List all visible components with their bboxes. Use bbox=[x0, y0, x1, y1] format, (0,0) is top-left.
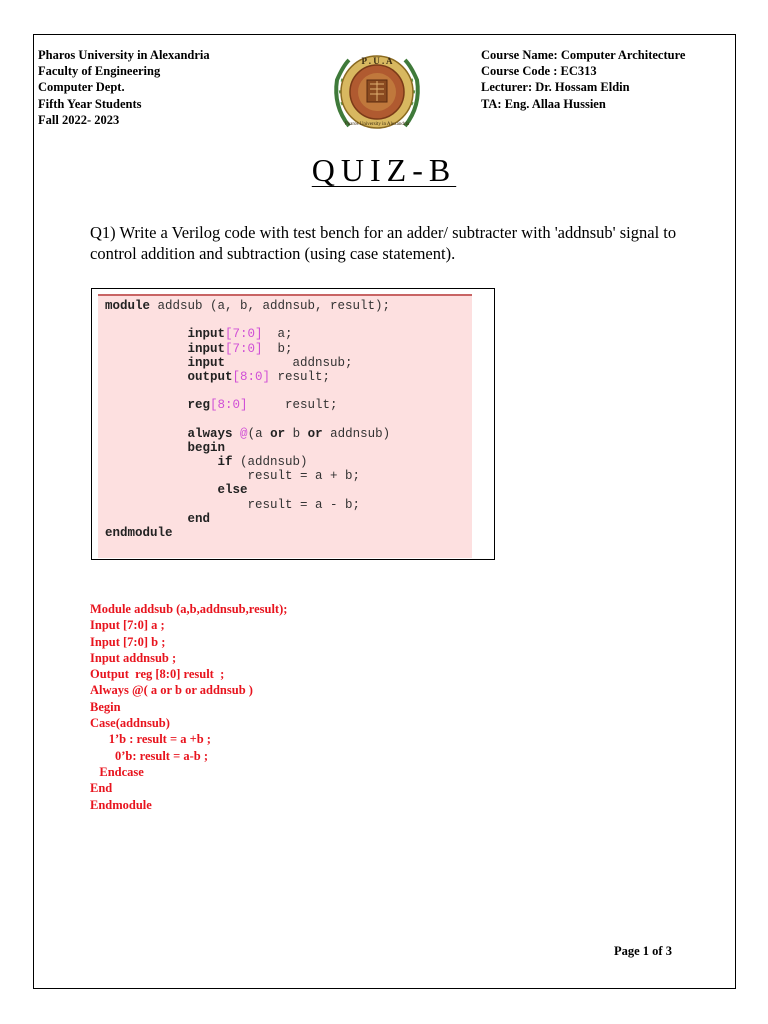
quiz-title bbox=[0, 152, 768, 189]
code-text: b; bbox=[262, 341, 293, 356]
code-line bbox=[105, 413, 390, 427]
course-info bbox=[481, 47, 685, 112]
code-line bbox=[105, 398, 390, 412]
code-keyword: endmodule bbox=[105, 526, 173, 540]
answer-code bbox=[90, 601, 287, 813]
code-text: addsub (a, b, addnsub, result); bbox=[150, 299, 391, 313]
code-keyword: input bbox=[187, 327, 226, 342]
code-keyword: or bbox=[307, 426, 323, 441]
seal-bottom-text: Pharos University in Alexandria bbox=[344, 122, 410, 127]
code-text: result = a - b; bbox=[247, 497, 361, 512]
code-line bbox=[105, 370, 390, 384]
code-text: b bbox=[285, 426, 308, 441]
answer-line: Begin bbox=[90, 699, 121, 714]
teaching-assistant: TA: Eng. Allaa Hussien bbox=[481, 96, 606, 111]
page-number: Page 1 of 3 bbox=[614, 944, 672, 958]
code-text: result = a + b; bbox=[247, 469, 361, 484]
verilog-code bbox=[105, 299, 390, 540]
code-range: [8:0] bbox=[210, 398, 248, 413]
code-range: [8:0] bbox=[232, 369, 271, 384]
code-text: (addnsub) bbox=[232, 455, 308, 470]
answer-line: Endmodule bbox=[90, 797, 152, 812]
code-text: a; bbox=[262, 327, 293, 342]
university-seal-logo bbox=[327, 44, 427, 136]
answer-line: Input [7:0] b ; bbox=[90, 634, 166, 649]
course-name: Course Name: Computer Architecture bbox=[481, 48, 686, 62]
code-keyword: else bbox=[217, 483, 248, 498]
code-text: result; bbox=[247, 398, 338, 413]
code-text: addnsub; bbox=[225, 355, 353, 370]
code-range: [7:0] bbox=[225, 327, 263, 342]
code-line bbox=[105, 384, 390, 398]
code-keyword: reg bbox=[187, 398, 211, 413]
code-line bbox=[105, 455, 390, 469]
code-line bbox=[105, 327, 390, 341]
question-text: Q1) Write a Verilog code with test bench for an adder/ subtracter with 'addnsub' signal to control addition and subtraction (using case statement). bbox=[90, 223, 677, 263]
answer-line: End bbox=[90, 781, 113, 796]
answer-line: Module addsub (a,b,addnsub,result); bbox=[90, 602, 288, 616]
code-text: result; bbox=[270, 369, 331, 384]
code-line bbox=[105, 356, 390, 370]
code-range: [7:0] bbox=[225, 341, 263, 356]
student-year: Fifth Year Students bbox=[38, 96, 142, 111]
code-line bbox=[105, 313, 390, 327]
answer-line: Endcase bbox=[90, 764, 144, 779]
university-name: Pharos University in Alexandria bbox=[38, 48, 210, 62]
answer-line: Always @( a or b or addnsub ) bbox=[90, 683, 253, 698]
code-line bbox=[105, 498, 390, 512]
code-keyword: input bbox=[187, 355, 226, 370]
code-line bbox=[105, 441, 390, 455]
code-line bbox=[105, 526, 390, 540]
code-keyword: always bbox=[187, 426, 233, 441]
code-keyword: output bbox=[187, 369, 233, 384]
code-range: @ bbox=[240, 426, 248, 441]
code-line bbox=[105, 483, 390, 497]
code-line bbox=[105, 469, 390, 483]
quiz-title-text: QUIZ-B bbox=[311, 152, 457, 188]
answer-line: 1’b : result = a +b ; bbox=[90, 732, 211, 747]
answer-line: Input addnsub ; bbox=[90, 650, 177, 665]
code-keyword: or bbox=[270, 426, 286, 441]
faculty-name: Faculty of Engineering bbox=[38, 64, 161, 79]
department-name: Computer Dept. bbox=[38, 80, 125, 95]
semester: Fall 2022- 2023 bbox=[38, 112, 120, 127]
code-line bbox=[105, 299, 390, 313]
code-text: addnsub) bbox=[322, 426, 391, 441]
answer-line: 0’b: result = a-b ; bbox=[90, 748, 208, 763]
code-line bbox=[105, 342, 390, 356]
code-screenshot bbox=[91, 288, 495, 560]
code-line bbox=[105, 512, 390, 526]
university-info bbox=[38, 47, 210, 128]
code-keyword: input bbox=[187, 341, 226, 356]
answer-line: Input [7:0] a ; bbox=[90, 618, 165, 633]
code-keyword: if bbox=[217, 455, 233, 470]
course-code: Course Code : EC313 bbox=[481, 64, 597, 79]
code-keyword: module bbox=[105, 299, 151, 313]
answer-line: Output reg [8:0] result ; bbox=[90, 667, 225, 682]
answer-line: Case(addnsub) bbox=[90, 716, 170, 731]
code-line bbox=[105, 427, 390, 441]
lecturer: Lecturer: Dr. Hossam Eldin bbox=[481, 80, 630, 95]
code-keyword: end bbox=[187, 511, 211, 526]
code-text: (a bbox=[247, 426, 271, 441]
code-keyword: begin bbox=[187, 440, 226, 455]
seal-top-text: P . U . A bbox=[361, 56, 393, 66]
